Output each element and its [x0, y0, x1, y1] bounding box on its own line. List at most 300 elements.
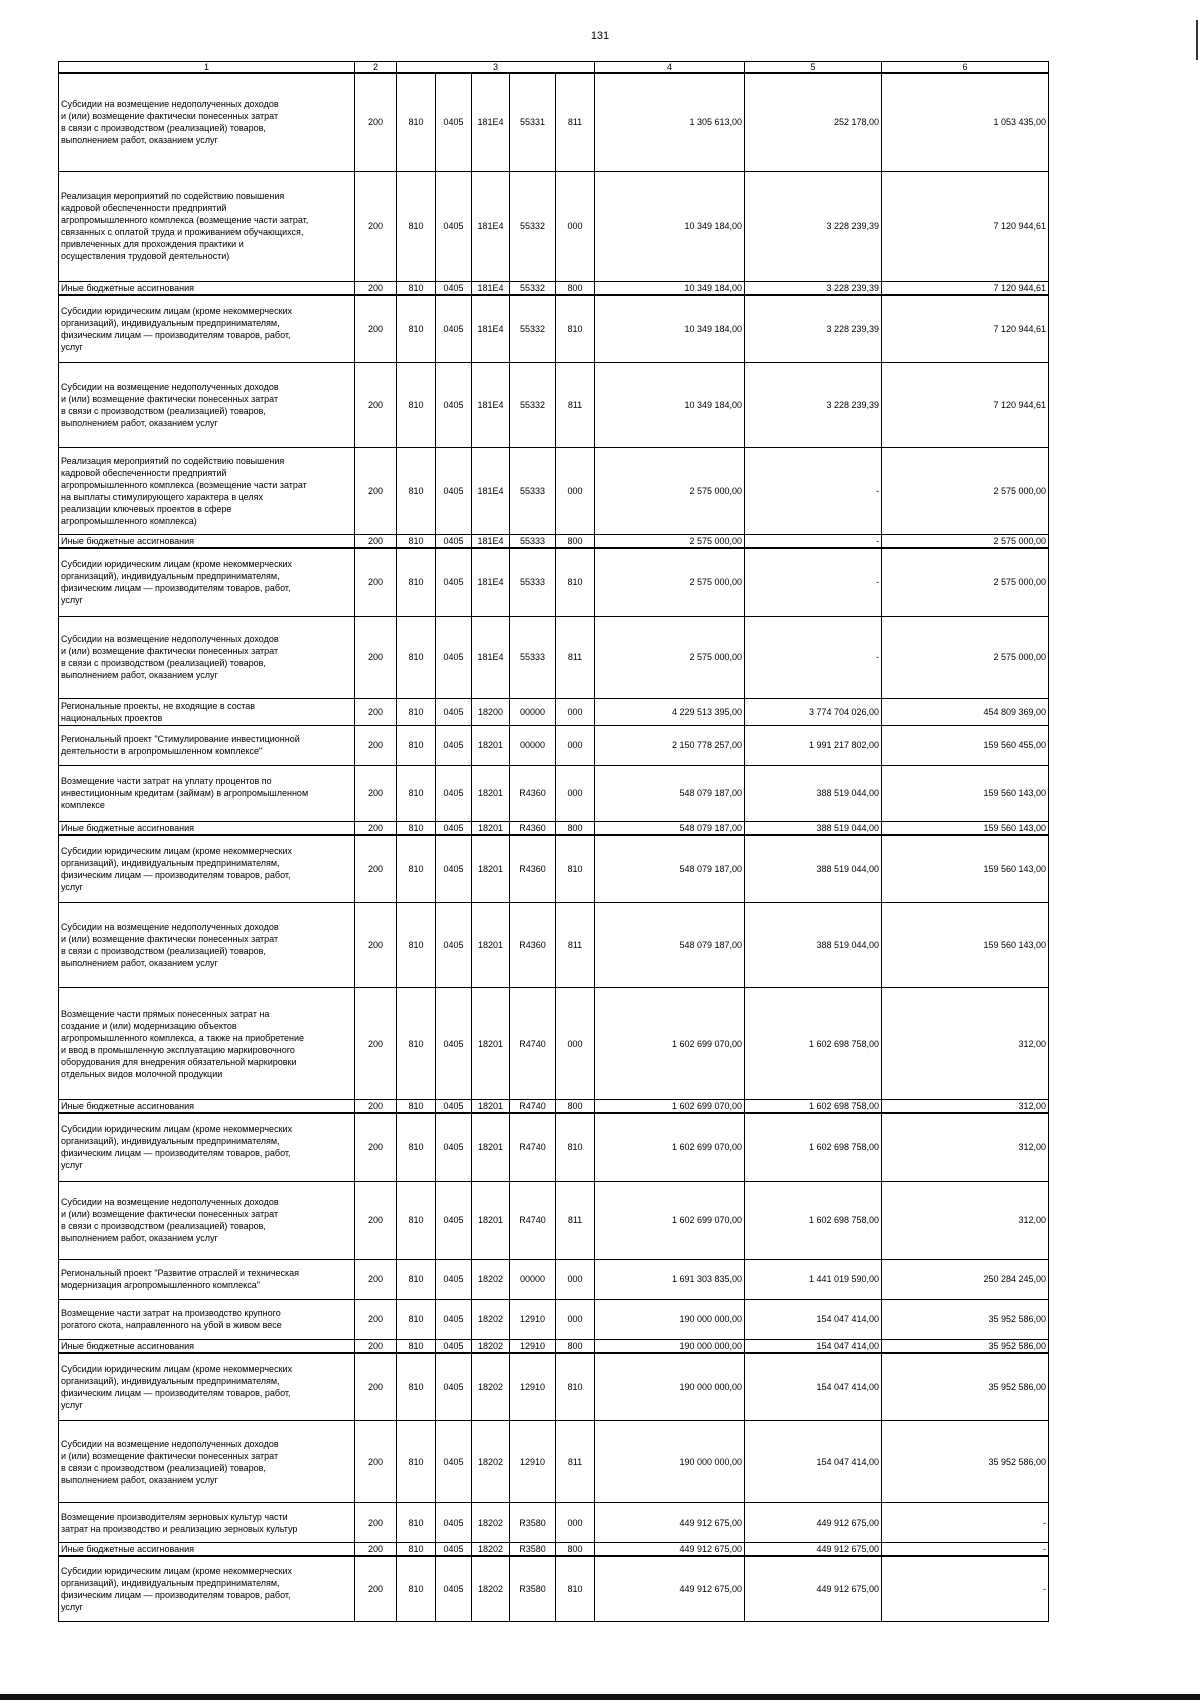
value-col-6: 312,00 — [882, 988, 1049, 1100]
value-col-5: 1 991 217 802,00 — [745, 725, 882, 765]
value-col-5: 3 228 239,39 — [745, 295, 882, 363]
expense-type-code: 811 — [556, 903, 595, 988]
direction-code: R4740 — [510, 988, 556, 1100]
value-col-6: 312,00 — [882, 1181, 1049, 1259]
section-code: 0405 — [436, 1503, 472, 1543]
value-col-5: 388 519 044,00 — [745, 821, 882, 835]
row-description: Иные бюджетные ассигнования — [59, 1543, 355, 1557]
expense-type-code: 810 — [556, 1113, 595, 1181]
value-col-4: 1 602 699 070,00 — [595, 1181, 745, 1259]
value-col-4: 1 602 699 070,00 — [595, 1100, 745, 1114]
expense-type-code: 800 — [556, 281, 595, 295]
table-row — [59, 1100, 1049, 1114]
expense-type-code: 000 — [556, 725, 595, 765]
program-code: 18202 — [472, 1421, 510, 1503]
table-row — [59, 295, 1049, 363]
program-code: 18201 — [472, 903, 510, 988]
ministry-code: 810 — [397, 171, 436, 281]
row-description: Иные бюджетные ассигнования — [59, 1339, 355, 1353]
col-2-code: 200 — [355, 1113, 397, 1181]
value-col-5: 3 228 239,39 — [745, 171, 882, 281]
col-2-code: 200 — [355, 835, 397, 903]
ministry-code: 810 — [397, 1543, 436, 1557]
col-2-code: 200 — [355, 1259, 397, 1299]
ministry-code: 810 — [397, 535, 436, 549]
col-2-code: 200 — [355, 988, 397, 1100]
header-col-2: 2 — [355, 62, 397, 74]
program-code: 18201 — [472, 1181, 510, 1259]
expense-type-code: 000 — [556, 1503, 595, 1543]
table-row — [59, 448, 1049, 535]
value-col-6: 35 952 586,00 — [882, 1299, 1049, 1339]
expense-type-code: 800 — [556, 1543, 595, 1557]
ministry-code: 810 — [397, 1556, 436, 1621]
header-col-3: 3 — [397, 62, 595, 74]
direction-code: 00000 — [510, 725, 556, 765]
ministry-code: 810 — [397, 616, 436, 698]
program-code: 18202 — [472, 1353, 510, 1421]
section-code: 0405 — [436, 1543, 472, 1557]
col-2-code: 200 — [355, 1181, 397, 1259]
ministry-code: 810 — [397, 1353, 436, 1421]
expense-type-code: 810 — [556, 1556, 595, 1621]
ministry-code: 810 — [397, 988, 436, 1100]
direction-code: 55333 — [510, 548, 556, 616]
value-col-4: 449 912 675,00 — [595, 1503, 745, 1543]
section-code: 0405 — [436, 363, 472, 448]
section-code: 0405 — [436, 1113, 472, 1181]
value-col-4: 548 079 187,00 — [595, 903, 745, 988]
section-code: 0405 — [436, 725, 472, 765]
program-code: 18201 — [472, 835, 510, 903]
page-number: 131 — [590, 30, 610, 42]
direction-code: 55333 — [510, 448, 556, 535]
row-description: Субсидии на возмещение недополученных доходов и (или) возмещение фактически понесенных затрат в связи с производством (реализацией) товаров, выполнением работ, оказанием услуг — [59, 363, 355, 448]
direction-code: R3580 — [510, 1556, 556, 1621]
table-row — [59, 171, 1049, 281]
value-col-5: 449 912 675,00 — [745, 1543, 882, 1557]
header-col-5: 5 — [745, 62, 882, 74]
direction-code: R4740 — [510, 1100, 556, 1114]
scan-bottom-edge — [0, 1694, 1200, 1700]
row-description: Реализация мероприятий по содействию повышения кадровой обеспеченности предприятий агропромышленного комплекса (возмещение части затрат на выплаты стимулирующего характера в целях реализации ключевых проектов в сфере агропромышленного комплекса) — [59, 448, 355, 535]
row-description: Субсидии юридическим лицам (кроме некоммерческих организаций), индивидуальным предпринимателям, физическим лицам — производителям товаров, работ, услуг — [59, 295, 355, 363]
direction-code: R4360 — [510, 903, 556, 988]
table-row — [59, 363, 1049, 448]
expense-type-code: 811 — [556, 363, 595, 448]
section-code: 0405 — [436, 1339, 472, 1353]
table-row — [59, 1503, 1049, 1543]
direction-code: 55331 — [510, 73, 556, 171]
program-code: 181E4 — [472, 281, 510, 295]
value-col-4: 10 349 184,00 — [595, 295, 745, 363]
table-row — [59, 903, 1049, 988]
expense-type-code: 800 — [556, 1100, 595, 1114]
value-col-6: - — [882, 1556, 1049, 1621]
section-code: 0405 — [436, 1299, 472, 1339]
row-description: Реализация мероприятий по содействию повышения кадровой обеспеченности предприятий агропромышленного комплекса (возмещение части затрат, связанных с оплатой труда и проживанием обучающихся, привлеченных для прохождения практики и осуществления трудовой деятельности) — [59, 171, 355, 281]
direction-code: 12910 — [510, 1339, 556, 1353]
value-col-5: 1 602 698 758,00 — [745, 1181, 882, 1259]
budget-table — [58, 61, 1049, 1622]
expense-type-code: 000 — [556, 1259, 595, 1299]
direction-code: 55332 — [510, 363, 556, 448]
col-2-code: 200 — [355, 295, 397, 363]
table-row — [59, 988, 1049, 1100]
section-code: 0405 — [436, 1556, 472, 1621]
section-code: 0405 — [436, 171, 472, 281]
expense-type-code: 000 — [556, 698, 595, 725]
expense-type-code: 000 — [556, 1299, 595, 1339]
row-description: Субсидии юридическим лицам (кроме некоммерческих организаций), индивидуальным предпринимателям, физическим лицам — производителям товаров, работ, услуг — [59, 1556, 355, 1621]
section-code: 0405 — [436, 535, 472, 549]
value-col-5: - — [745, 548, 882, 616]
value-col-6: 2 575 000,00 — [882, 616, 1049, 698]
header-col-6: 6 — [882, 62, 1049, 74]
value-col-5: 154 047 414,00 — [745, 1339, 882, 1353]
col-2-code: 200 — [355, 73, 397, 171]
expense-type-code: 000 — [556, 448, 595, 535]
table-row — [59, 548, 1049, 616]
direction-code: R4360 — [510, 765, 556, 821]
expense-type-code: 000 — [556, 765, 595, 821]
program-code: 18202 — [472, 1556, 510, 1621]
col-2-code: 200 — [355, 1543, 397, 1557]
col-2-code: 200 — [355, 821, 397, 835]
direction-code: R4740 — [510, 1113, 556, 1181]
value-col-5: 1 602 698 758,00 — [745, 988, 882, 1100]
value-col-5: 449 912 675,00 — [745, 1503, 882, 1543]
col-2-code: 200 — [355, 1421, 397, 1503]
ministry-code: 810 — [397, 698, 436, 725]
table-row — [59, 698, 1049, 725]
ministry-code: 810 — [397, 73, 436, 171]
expense-type-code: 800 — [556, 535, 595, 549]
row-description: Субсидии юридическим лицам (кроме некоммерческих организаций), индивидуальным предпринимателям, физическим лицам — производителям товаров, работ, услуг — [59, 1113, 355, 1181]
ministry-code: 810 — [397, 1503, 436, 1543]
value-col-6: 35 952 586,00 — [882, 1353, 1049, 1421]
row-description: Субсидии на возмещение недополученных доходов и (или) возмещение фактически понесенных затрат в связи с производством (реализацией) товаров, выполнением работ, оказанием услуг — [59, 1421, 355, 1503]
table-row — [59, 535, 1049, 549]
value-col-5: 1 602 698 758,00 — [745, 1113, 882, 1181]
table-row — [59, 281, 1049, 295]
value-col-6: 2 575 000,00 — [882, 548, 1049, 616]
expense-type-code: 810 — [556, 835, 595, 903]
value-col-6: 159 560 143,00 — [882, 821, 1049, 835]
direction-code: 12910 — [510, 1299, 556, 1339]
table-row — [59, 1353, 1049, 1421]
value-col-6: 312,00 — [882, 1113, 1049, 1181]
value-col-4: 449 912 675,00 — [595, 1543, 745, 1557]
ministry-code: 810 — [397, 1299, 436, 1339]
program-code: 18201 — [472, 821, 510, 835]
table-row — [59, 1421, 1049, 1503]
col-2-code: 200 — [355, 765, 397, 821]
header-col-4: 4 — [595, 62, 745, 74]
value-col-5: 3 774 704 026,00 — [745, 698, 882, 725]
program-code: 18201 — [472, 1113, 510, 1181]
section-code: 0405 — [436, 1100, 472, 1114]
value-col-6: 7 120 944,61 — [882, 281, 1049, 295]
value-col-6: 454 809 369,00 — [882, 698, 1049, 725]
value-col-6: 2 575 000,00 — [882, 448, 1049, 535]
value-col-5: - — [745, 535, 882, 549]
row-description: Региональные проекты, не входящие в состав национальных проектов — [59, 698, 355, 725]
table-row — [59, 725, 1049, 765]
col-2-code: 200 — [355, 1353, 397, 1421]
ministry-code: 810 — [397, 821, 436, 835]
direction-code: 00000 — [510, 698, 556, 725]
table-row — [59, 1543, 1049, 1557]
value-col-4: 2 575 000,00 — [595, 448, 745, 535]
section-code: 0405 — [436, 548, 472, 616]
section-code: 0405 — [436, 1181, 472, 1259]
direction-code: R3580 — [510, 1543, 556, 1557]
program-code: 18202 — [472, 1543, 510, 1557]
program-code: 181E4 — [472, 295, 510, 363]
direction-code: 55333 — [510, 616, 556, 698]
ministry-code: 810 — [397, 448, 436, 535]
value-col-5: 388 519 044,00 — [745, 765, 882, 821]
program-code: 181E4 — [472, 616, 510, 698]
direction-code: 55332 — [510, 281, 556, 295]
col-2-code: 200 — [355, 1503, 397, 1543]
value-col-4: 4 229 513 395,00 — [595, 698, 745, 725]
value-col-6: 35 952 586,00 — [882, 1339, 1049, 1353]
program-code: 18200 — [472, 698, 510, 725]
expense-type-code: 811 — [556, 616, 595, 698]
program-code: 18202 — [472, 1339, 510, 1353]
row-description: Субсидии на возмещение недополученных доходов и (или) возмещение фактически понесенных затрат в связи с производством (реализацией) товаров, выполнением работ, оказанием услуг — [59, 616, 355, 698]
value-col-4: 1 691 303 835,00 — [595, 1259, 745, 1299]
program-code: 181E4 — [472, 171, 510, 281]
section-code: 0405 — [436, 73, 472, 171]
col-2-code: 200 — [355, 171, 397, 281]
value-col-5: - — [745, 616, 882, 698]
section-code: 0405 — [436, 988, 472, 1100]
table-row — [59, 616, 1049, 698]
value-col-4: 2 575 000,00 — [595, 535, 745, 549]
ministry-code: 810 — [397, 1339, 436, 1353]
table-row — [59, 1299, 1049, 1339]
row-description: Возмещение части прямых понесенных затрат на создание и (или) модернизацию объектов агропромышленного комплекса, а также на приобретение и ввод в промышленную эксплуатацию маркировочного оборудования для внедрения обязательной маркировки отдельных видов молочной продукции — [59, 988, 355, 1100]
col-2-code: 200 — [355, 1299, 397, 1339]
ministry-code: 810 — [397, 548, 436, 616]
col-2-code: 200 — [355, 1100, 397, 1114]
col-2-code: 200 — [355, 616, 397, 698]
col-2-code: 200 — [355, 535, 397, 549]
program-code: 18201 — [472, 1100, 510, 1114]
value-col-4: 190 000 000,00 — [595, 1353, 745, 1421]
col-2-code: 200 — [355, 1556, 397, 1621]
ministry-code: 810 — [397, 1421, 436, 1503]
ministry-code: 810 — [397, 903, 436, 988]
value-col-5: - — [745, 448, 882, 535]
col-2-code: 200 — [355, 698, 397, 725]
program-code: 18202 — [472, 1259, 510, 1299]
col-2-code: 200 — [355, 281, 397, 295]
section-code: 0405 — [436, 1259, 472, 1299]
expense-type-code: 800 — [556, 1339, 595, 1353]
value-col-6: 159 560 143,00 — [882, 835, 1049, 903]
section-code: 0405 — [436, 281, 472, 295]
ministry-code: 810 — [397, 1100, 436, 1114]
value-col-4: 548 079 187,00 — [595, 765, 745, 821]
program-code: 181E4 — [472, 548, 510, 616]
table-row — [59, 1113, 1049, 1181]
row-description: Субсидии юридическим лицам (кроме некоммерческих организаций), индивидуальным предпринимателям, физическим лицам — производителям товаров, работ, услуг — [59, 1353, 355, 1421]
value-col-4: 2 150 778 257,00 — [595, 725, 745, 765]
row-description: Иные бюджетные ассигнования — [59, 281, 355, 295]
value-col-4: 190 000 000,00 — [595, 1421, 745, 1503]
ministry-code: 810 — [397, 295, 436, 363]
direction-code: 12910 — [510, 1353, 556, 1421]
col-2-code: 200 — [355, 448, 397, 535]
direction-code: R4360 — [510, 821, 556, 835]
value-col-4: 548 079 187,00 — [595, 821, 745, 835]
value-col-4: 2 575 000,00 — [595, 616, 745, 698]
program-code: 181E4 — [472, 535, 510, 549]
value-col-6: 7 120 944,61 — [882, 363, 1049, 448]
value-col-4: 190 000 000,00 — [595, 1299, 745, 1339]
expense-type-code: 811 — [556, 1181, 595, 1259]
program-code: 18202 — [472, 1503, 510, 1543]
col-2-code: 200 — [355, 548, 397, 616]
table-row — [59, 765, 1049, 821]
value-col-6: 312,00 — [882, 1100, 1049, 1114]
value-col-5: 449 912 675,00 — [745, 1556, 882, 1621]
value-col-4: 449 912 675,00 — [595, 1556, 745, 1621]
ministry-code: 810 — [397, 765, 436, 821]
value-col-4: 1 602 699 070,00 — [595, 988, 745, 1100]
section-code: 0405 — [436, 1421, 472, 1503]
table-row — [59, 73, 1049, 171]
value-col-4: 10 349 184,00 — [595, 171, 745, 281]
table-row — [59, 821, 1049, 835]
row-description: Возмещение части затрат на производство крупного рогатого скота, направленного на убой в живом весе — [59, 1299, 355, 1339]
value-col-5: 388 519 044,00 — [745, 903, 882, 988]
col-2-code: 200 — [355, 903, 397, 988]
header-col-1: 1 — [59, 62, 355, 74]
section-code: 0405 — [436, 765, 472, 821]
value-col-6: 159 560 143,00 — [882, 765, 1049, 821]
section-code: 0405 — [436, 835, 472, 903]
expense-type-code: 810 — [556, 295, 595, 363]
ministry-code: 810 — [397, 1113, 436, 1181]
expense-type-code: 000 — [556, 988, 595, 1100]
ministry-code: 810 — [397, 281, 436, 295]
value-col-5: 3 228 239,39 — [745, 281, 882, 295]
section-code: 0405 — [436, 295, 472, 363]
program-code: 18202 — [472, 1299, 510, 1339]
row-description: Региональный проект "Развитие отраслей и техническая модернизация агропромышленного комплекса" — [59, 1259, 355, 1299]
expense-type-code: 811 — [556, 1421, 595, 1503]
expense-type-code: 800 — [556, 821, 595, 835]
direction-code: 00000 — [510, 1259, 556, 1299]
expense-type-code: 811 — [556, 73, 595, 171]
value-col-6: - — [882, 1543, 1049, 1557]
value-col-4: 1 305 613,00 — [595, 73, 745, 171]
expense-type-code: 810 — [556, 548, 595, 616]
direction-code: R3580 — [510, 1503, 556, 1543]
value-col-4: 10 349 184,00 — [595, 363, 745, 448]
expense-type-code: 810 — [556, 1353, 595, 1421]
value-col-6: 35 952 586,00 — [882, 1421, 1049, 1503]
row-description: Иные бюджетные ассигнования — [59, 535, 355, 549]
direction-code: R4740 — [510, 1181, 556, 1259]
value-col-6: 159 560 455,00 — [882, 725, 1049, 765]
row-description: Субсидии на возмещение недополученных доходов и (или) возмещение фактически понесенных затрат в связи с производством (реализацией) товаров, выполнением работ, оказанием услуг — [59, 903, 355, 988]
row-description: Иные бюджетные ассигнования — [59, 821, 355, 835]
direction-code: 55333 — [510, 535, 556, 549]
row-description: Возмещение части затрат на уплату процентов по инвестиционным кредитам (займам) в агропромышленном комплексе — [59, 765, 355, 821]
ministry-code: 810 — [397, 725, 436, 765]
value-col-6: 2 575 000,00 — [882, 535, 1049, 549]
value-col-6: 159 560 143,00 — [882, 903, 1049, 988]
ministry-code: 810 — [397, 835, 436, 903]
value-col-5: 252 178,00 — [745, 73, 882, 171]
value-col-4: 190 000 000,00 — [595, 1339, 745, 1353]
row-description: Субсидии на возмещение недополученных доходов и (или) возмещение фактически понесенных затрат в связи с производством (реализацией) товаров, выполнением работ, оказанием услуг — [59, 1181, 355, 1259]
value-col-6: 7 120 944,61 — [882, 171, 1049, 281]
table-header-row — [59, 62, 1049, 74]
ministry-code: 810 — [397, 363, 436, 448]
value-col-4: 548 079 187,00 — [595, 835, 745, 903]
row-description: Субсидии юридическим лицам (кроме некоммерческих организаций), индивидуальным предпринимателям, физическим лицам — производителям товаров, работ, услуг — [59, 548, 355, 616]
value-col-5: 388 519 044,00 — [745, 835, 882, 903]
program-code: 18201 — [472, 725, 510, 765]
section-code: 0405 — [436, 821, 472, 835]
program-code: 181E4 — [472, 448, 510, 535]
section-code: 0405 — [436, 698, 472, 725]
row-description: Субсидии на возмещение недополученных доходов и (или) возмещение фактически понесенных затрат в связи с производством (реализацией) товаров, выполнением работ, оказанием услуг — [59, 73, 355, 171]
program-code: 181E4 — [472, 73, 510, 171]
ministry-code: 810 — [397, 1181, 436, 1259]
table-row — [59, 1556, 1049, 1621]
value-col-4: 2 575 000,00 — [595, 548, 745, 616]
value-col-5: 1 602 698 758,00 — [745, 1100, 882, 1114]
direction-code: 55332 — [510, 295, 556, 363]
row-description: Возмещение производителям зерновых культур части затрат на производство и реализацию зерновых культур — [59, 1503, 355, 1543]
direction-code: R4360 — [510, 835, 556, 903]
program-code: 18201 — [472, 988, 510, 1100]
direction-code: 12910 — [510, 1421, 556, 1503]
value-col-5: 154 047 414,00 — [745, 1353, 882, 1421]
ministry-code: 810 — [397, 1259, 436, 1299]
value-col-6: - — [882, 1503, 1049, 1543]
table-row — [59, 1339, 1049, 1353]
value-col-5: 154 047 414,00 — [745, 1299, 882, 1339]
col-2-code: 200 — [355, 363, 397, 448]
value-col-4: 1 602 699 070,00 — [595, 1113, 745, 1181]
row-description: Субсидии юридическим лицам (кроме некоммерческих организаций), индивидуальным предпринимателям, физическим лицам — производителям товаров, работ, услуг — [59, 835, 355, 903]
value-col-6: 250 284 245,00 — [882, 1259, 1049, 1299]
program-code: 181E4 — [472, 363, 510, 448]
value-col-4: 10 349 184,00 — [595, 281, 745, 295]
table-row — [59, 1181, 1049, 1259]
value-col-5: 3 228 239,39 — [745, 363, 882, 448]
program-code: 18201 — [472, 765, 510, 821]
col-2-code: 200 — [355, 1339, 397, 1353]
section-code: 0405 — [436, 1353, 472, 1421]
row-description: Региональный проект "Стимулирование инвестиционной деятельности в агропромышленном комплексе" — [59, 725, 355, 765]
section-code: 0405 — [436, 903, 472, 988]
section-code: 0405 — [436, 448, 472, 535]
direction-code: 55332 — [510, 171, 556, 281]
row-description: Иные бюджетные ассигнования — [59, 1100, 355, 1114]
expense-type-code: 000 — [556, 171, 595, 281]
value-col-6: 7 120 944,61 — [882, 295, 1049, 363]
